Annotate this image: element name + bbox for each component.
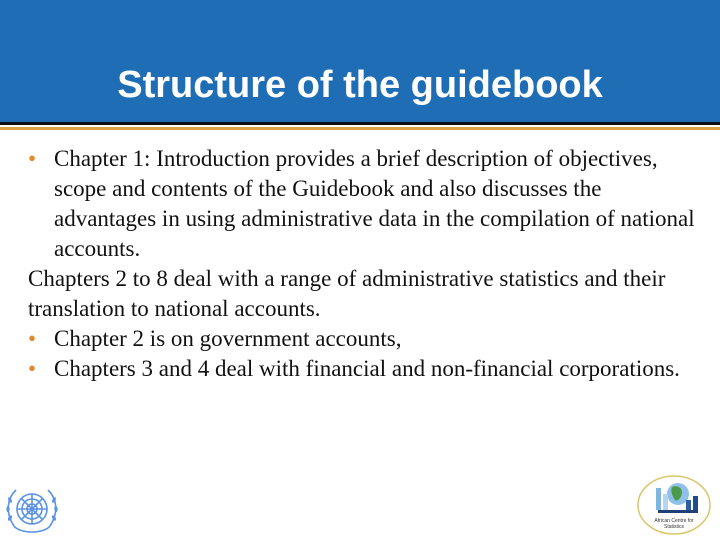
bullet-text: Chapters 3 and 4 deal with financial and non-financial corporations. xyxy=(54,356,680,381)
un-emblem-icon xyxy=(2,482,62,540)
bullet-text: Chapter 1: Introduction provides a brief description of objectives, scope and contents of the Guidebook and also discusses the advantages in using administrative data in the compilation of national accounts. xyxy=(54,146,695,261)
afcs-caption: African Centre for Statistics xyxy=(654,518,694,530)
bullet-item xyxy=(28,144,708,264)
bullet-item xyxy=(28,354,708,384)
title-divider-dark xyxy=(0,122,720,125)
slide-title: Structure of the guidebook xyxy=(117,64,603,106)
bullet-item xyxy=(28,324,708,354)
bullet-icon: • xyxy=(28,146,37,171)
bullet-text: Chapter 2 is on government accounts, xyxy=(54,326,402,351)
bullet-icon: • xyxy=(28,356,37,381)
title-divider-gold xyxy=(0,127,720,130)
slide-body xyxy=(28,144,708,384)
body-paragraph: Chapters 2 to 8 deal with a range of administrative statistics and their translation to national accounts. xyxy=(28,266,666,321)
bullet-icon: • xyxy=(28,326,37,351)
